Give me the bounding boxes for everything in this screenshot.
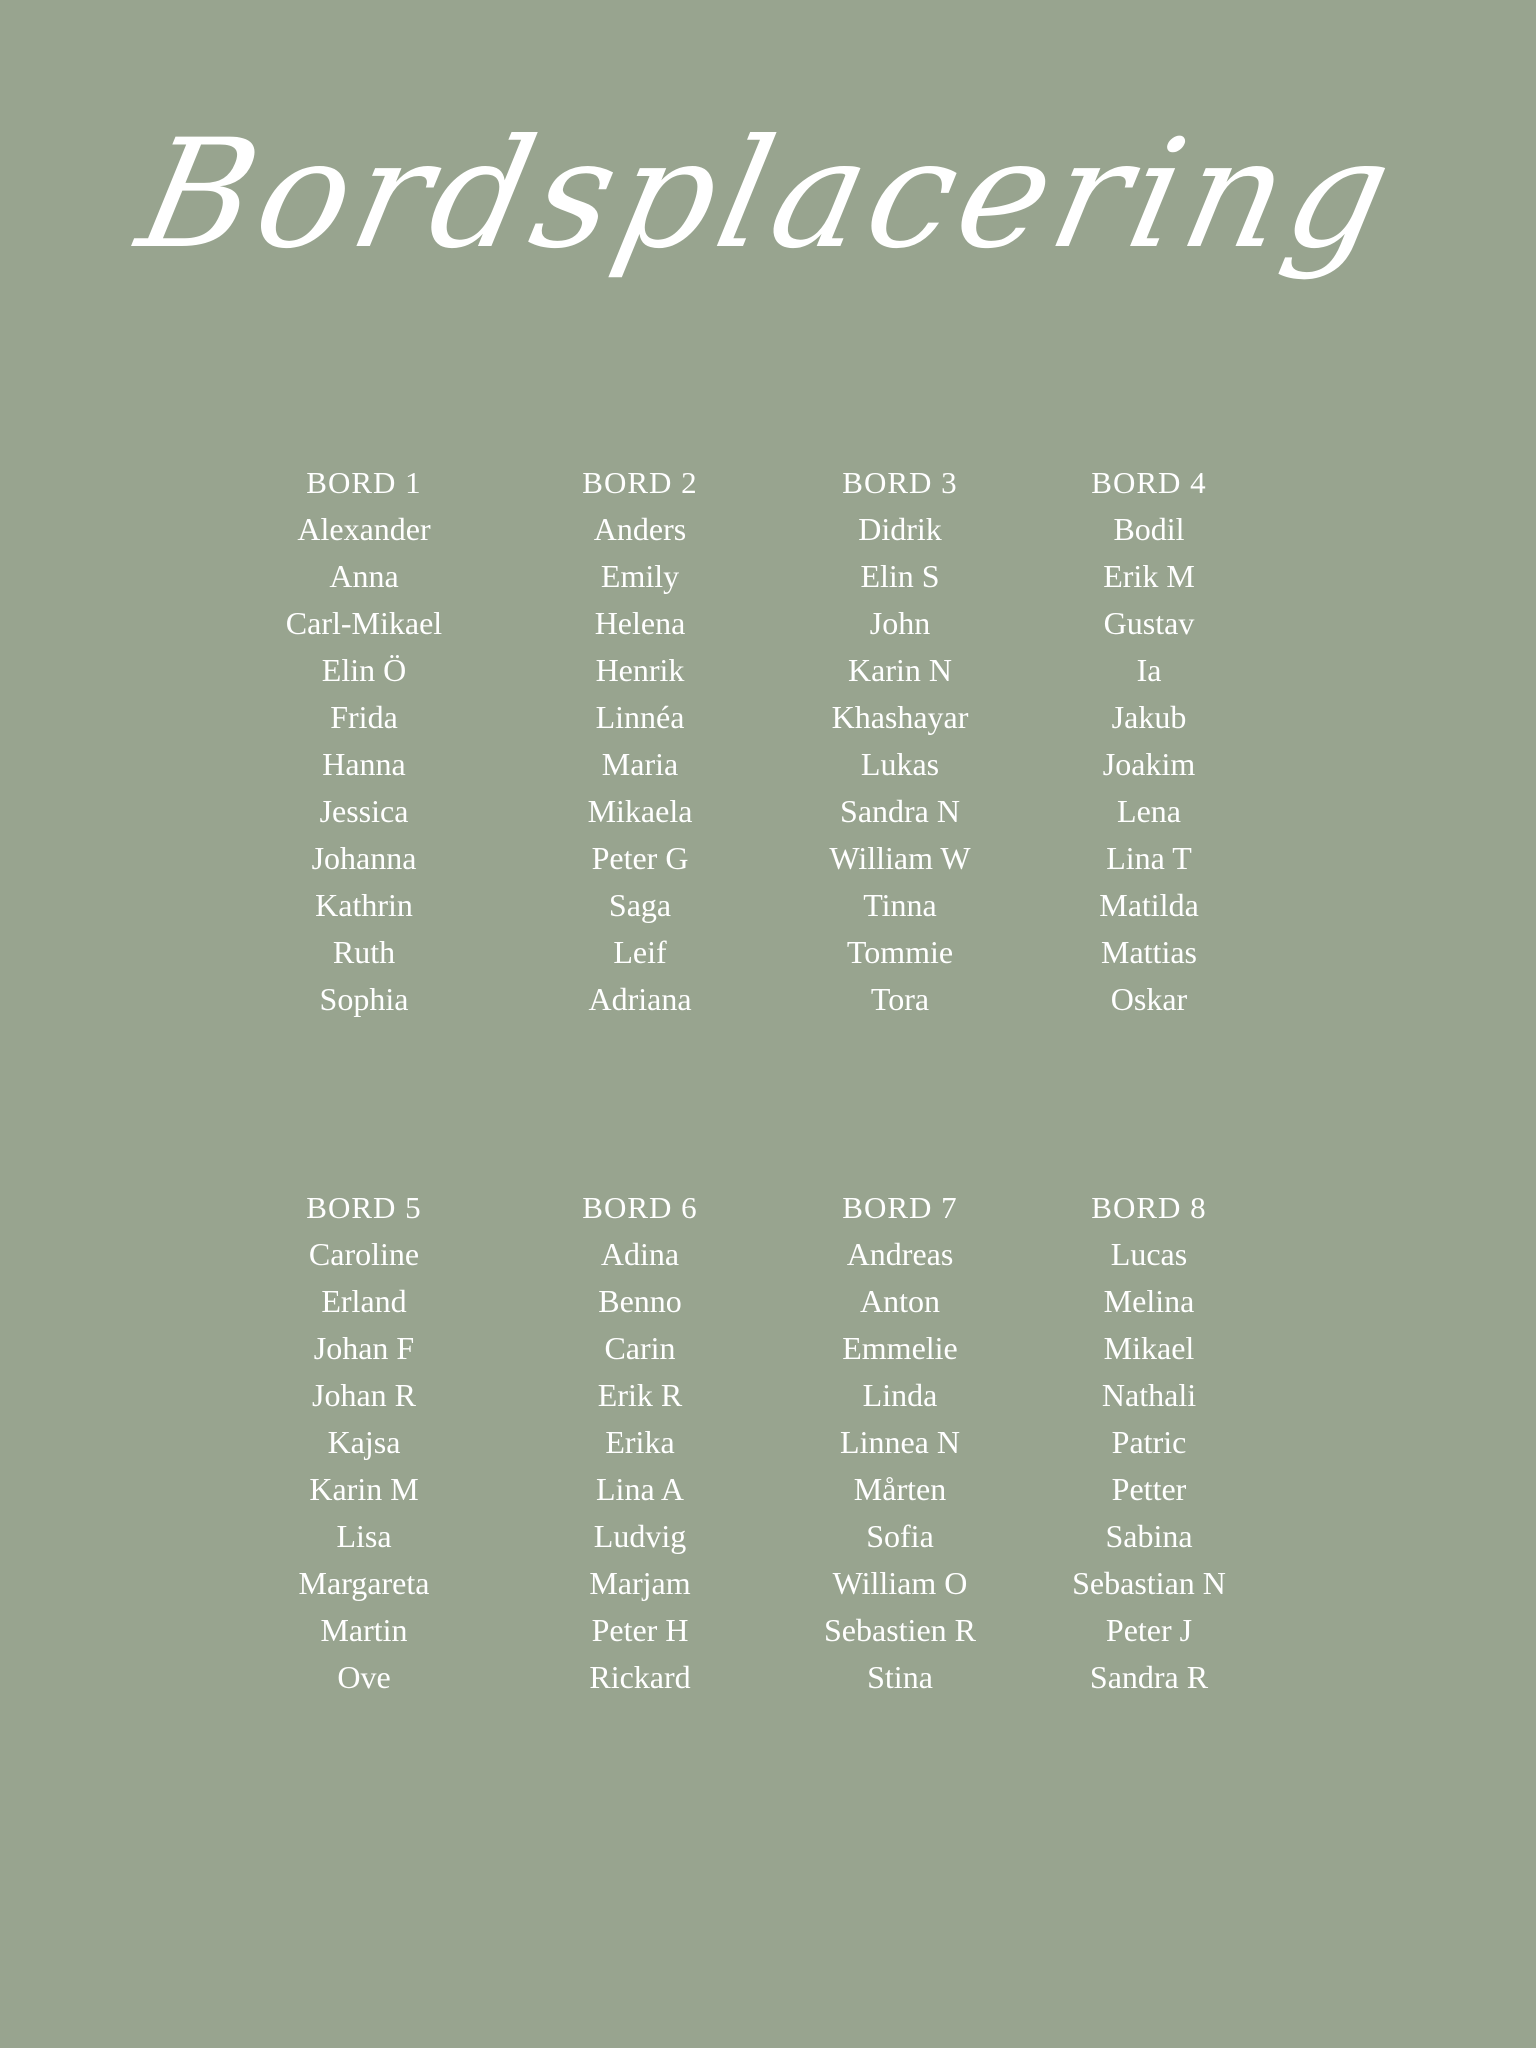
- guest-name: Matilda: [1099, 887, 1199, 923]
- guest-name: Frida: [330, 699, 398, 735]
- guest-name: Ia: [1136, 652, 1162, 688]
- guest-list: [510, 506, 770, 1023]
- table-8: [1019, 1184, 1279, 1701]
- table-heading: BORD 3: [842, 465, 958, 500]
- guest-name: Mattias: [1101, 934, 1197, 970]
- guest-name: Sebastian N: [1072, 1565, 1226, 1601]
- guest-name: Saga: [608, 887, 672, 923]
- guest-name: Johan F: [313, 1330, 415, 1366]
- guest-name: Didrik: [858, 511, 942, 547]
- guest-name: Emily: [600, 558, 680, 594]
- guest-name: Johan R: [312, 1377, 416, 1413]
- guest-name: Helena: [594, 605, 686, 641]
- table-3: [770, 459, 1030, 1023]
- table-5: [234, 1184, 494, 1701]
- table-2: [510, 459, 770, 1023]
- guest-name: Adina: [600, 1236, 680, 1272]
- guest-name: Peter H: [591, 1612, 689, 1648]
- guest-name: Sofia: [866, 1518, 934, 1554]
- table-7: [770, 1184, 1030, 1701]
- table-heading: BORD 6: [582, 1190, 698, 1225]
- table-heading: BORD 7: [842, 1190, 958, 1225]
- table-1: [234, 459, 494, 1023]
- guest-name: Elin Ö: [321, 652, 407, 688]
- guest-name: Ludvig: [593, 1518, 687, 1554]
- guest-name: Jakub: [1111, 699, 1187, 735]
- guest-name: Anna: [329, 558, 399, 594]
- guest-list: [510, 1231, 770, 1701]
- guest-name: Sebastien R: [824, 1612, 976, 1648]
- guest-name: Mårten: [853, 1471, 947, 1507]
- guest-name: Carl-Mikael: [285, 605, 443, 641]
- guest-name: Martin: [320, 1612, 408, 1648]
- guest-name: Rickard: [589, 1659, 691, 1695]
- guest-name: Kajsa: [327, 1424, 401, 1460]
- guest-list: [234, 506, 494, 1023]
- table-heading: BORD 1: [306, 465, 422, 500]
- table-heading: BORD 4: [1091, 465, 1207, 500]
- guest-name: Patric: [1111, 1424, 1187, 1460]
- guest-list: [770, 1231, 1030, 1701]
- guest-name: Khashayar: [831, 699, 969, 735]
- table-heading: BORD 2: [582, 465, 698, 500]
- guest-name: Petter: [1111, 1471, 1187, 1507]
- guest-name: Maria: [601, 746, 679, 782]
- guest-name: Carin: [604, 1330, 676, 1366]
- guest-list: [1019, 1231, 1279, 1701]
- guest-name: Nathali: [1101, 1377, 1197, 1413]
- table-heading: BORD 8: [1091, 1190, 1207, 1225]
- guest-name: Henrik: [595, 652, 685, 688]
- table-4: [1019, 459, 1279, 1023]
- guest-name: Marjam: [589, 1565, 691, 1601]
- guest-name: Margareta: [298, 1565, 430, 1601]
- guest-name: Jessica: [319, 793, 409, 829]
- guest-name: Ove: [337, 1659, 391, 1695]
- guest-name: Linnéa: [595, 699, 685, 735]
- guest-name: John: [869, 605, 931, 641]
- guest-name: Elin S: [860, 558, 940, 594]
- guest-name: Anton: [860, 1283, 940, 1319]
- table-heading: BORD 5: [306, 1190, 422, 1225]
- guest-name: Andreas: [846, 1236, 954, 1272]
- guest-name: Caroline: [308, 1236, 420, 1272]
- guest-name: Emmelie: [842, 1330, 958, 1366]
- table-6: [510, 1184, 770, 1701]
- guest-name: Adriana: [588, 981, 692, 1017]
- page-title: Bordsplacering: [125, 108, 1411, 282]
- guest-name: Lucas: [1110, 1236, 1188, 1272]
- guest-name: Mikaela: [587, 793, 693, 829]
- guest-name: William O: [832, 1565, 968, 1601]
- guest-name: Erik R: [597, 1377, 683, 1413]
- guest-name: Sophia: [319, 981, 409, 1017]
- guest-name: William W: [829, 840, 971, 876]
- guest-name: Peter G: [591, 840, 689, 876]
- guest-name: Lisa: [336, 1518, 392, 1554]
- guest-list: [1019, 506, 1279, 1023]
- guest-name: Benno: [598, 1283, 682, 1319]
- guest-name: Sandra R: [1089, 1659, 1209, 1695]
- guest-name: Leif: [613, 934, 667, 970]
- guest-name: Kathrin: [315, 887, 413, 923]
- guest-name: Oskar: [1110, 981, 1188, 1017]
- guest-list: [770, 506, 1030, 1023]
- guest-name: Melina: [1103, 1283, 1195, 1319]
- guest-name: Stina: [867, 1659, 933, 1695]
- guest-name: Erland: [321, 1283, 407, 1319]
- guest-name: Tinna: [863, 887, 937, 923]
- guest-name: Lukas: [860, 746, 940, 782]
- guest-name: Erika: [605, 1424, 675, 1460]
- guest-name: Lina T: [1106, 840, 1192, 876]
- guest-name: Linnea N: [840, 1424, 960, 1460]
- guest-name: Joakim: [1102, 746, 1196, 782]
- guest-name: Gustav: [1103, 605, 1195, 641]
- guest-name: Linda: [862, 1377, 938, 1413]
- guest-name: Lina A: [596, 1471, 684, 1507]
- guest-name: Tora: [870, 981, 930, 1017]
- guest-name: Karin N: [848, 652, 952, 688]
- guest-name: Johanna: [311, 840, 417, 876]
- guest-name: Lena: [1117, 793, 1181, 829]
- guest-name: Sandra N: [840, 793, 960, 829]
- guest-name: Mikael: [1103, 1330, 1195, 1366]
- guest-name: Sabina: [1105, 1518, 1193, 1554]
- guest-name: Hanna: [322, 746, 406, 782]
- guest-name: Anders: [593, 511, 687, 547]
- guest-name: Karin M: [309, 1471, 419, 1507]
- guest-name: Tommie: [846, 934, 954, 970]
- guest-name: Ruth: [332, 934, 396, 970]
- guest-name: Peter J: [1105, 1612, 1193, 1648]
- guest-name: Erik M: [1103, 558, 1195, 594]
- guest-name: Bodil: [1113, 511, 1185, 547]
- guest-list: [234, 1231, 494, 1701]
- guest-name: Alexander: [297, 511, 431, 547]
